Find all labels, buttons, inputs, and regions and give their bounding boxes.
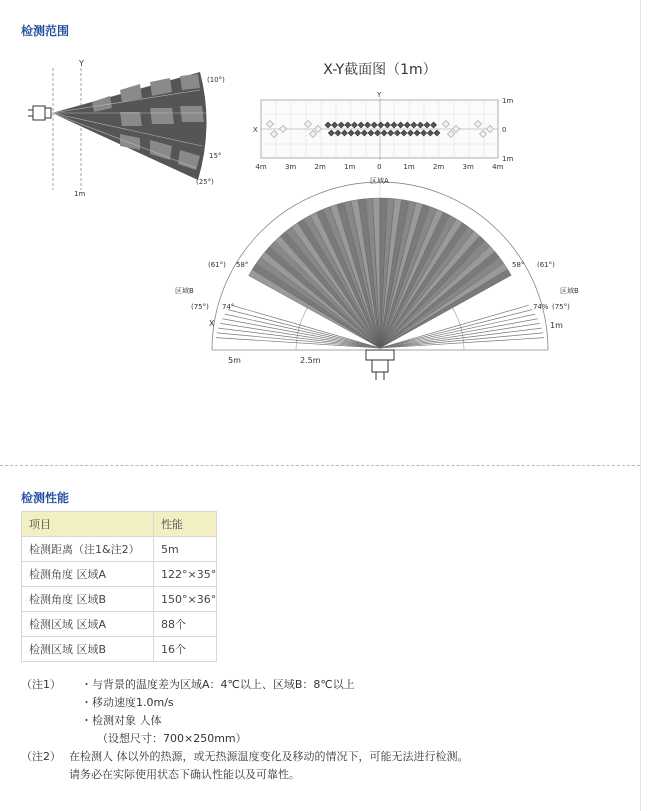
xy-tick-labels — [255, 163, 503, 171]
table-cell: 检测区域 区域B — [22, 637, 154, 662]
table-cell: 122°×35° — [154, 562, 217, 587]
xy-view — [253, 61, 513, 171]
xy-title: X-Y截面图（1m） — [323, 62, 437, 78]
fan-angle-58-left: 58° — [236, 261, 249, 269]
xy-tick-label: 2m — [314, 163, 326, 171]
fan-dist-5m: 5m — [228, 356, 241, 365]
fan-angle-74-right: 74% — [533, 303, 549, 311]
note-2-body — [69, 748, 469, 784]
table-cell: 检测角度 区域A — [22, 562, 154, 587]
xy-x-label: X — [253, 126, 258, 134]
sensor-body-fan — [366, 350, 394, 360]
section-title-range: 检测范围 — [21, 24, 70, 38]
detection-range-diagram — [0, 50, 640, 410]
section-divider — [0, 465, 640, 466]
side-view — [28, 59, 225, 198]
fan-zone-a: 区域A — [370, 177, 389, 185]
performance-table — [21, 511, 217, 662]
fan-angle-58-right: 58° — [512, 261, 525, 269]
note-1-line: ・移动速度1.0m/s — [81, 696, 174, 709]
fan-angle-75-left: (75°) — [191, 303, 209, 311]
fan-angle-74-left: 74° — [222, 303, 235, 311]
table-row — [22, 562, 217, 587]
fan-zone-b-right: 区域B — [560, 287, 579, 295]
fan-view — [175, 176, 579, 380]
fan-beams — [216, 198, 544, 348]
xy-tick-label: 1m — [344, 163, 356, 171]
table-cell: 检测距离（注1&注2） — [22, 537, 154, 562]
section-title-performance: 检测性能 — [21, 491, 70, 505]
side-dist-label: 1m — [74, 190, 86, 198]
xy-tick-label: 4m — [492, 163, 504, 171]
xy-right-top: 1m — [502, 97, 514, 105]
table-cell: 5m — [154, 537, 217, 562]
notes-section — [21, 676, 469, 784]
fan-angle-61-left: (61°) — [208, 261, 226, 269]
xy-right-bottom: 1m — [502, 155, 514, 163]
table-header-performance: 性能 — [154, 512, 217, 537]
xy-tick-label: 0 — [377, 163, 382, 171]
note-2-line: 请务必在实际使用状态下确认性能以及可靠性。 — [69, 768, 300, 781]
fan-dist-1m: 1m — [550, 321, 563, 330]
table-cell: 检测角度 区域B — [22, 587, 154, 612]
xy-tick-label: 3m — [284, 163, 297, 171]
note-1-body — [69, 676, 469, 748]
table-header-row — [22, 512, 217, 537]
note-1-sub: （设想尺寸：700×250mm） — [97, 732, 247, 745]
xy-tick-label: 2m — [432, 163, 445, 171]
xy-tick-label: 4m — [255, 163, 267, 171]
table-row — [22, 612, 217, 637]
xy-right-mid: 0 — [502, 126, 507, 134]
side-angle-bottom: (25°) — [196, 178, 214, 186]
table-row — [22, 537, 217, 562]
fan-dist-2-5m: 2.5m — [300, 356, 321, 365]
fan-zone-b-left: 区域B — [175, 287, 194, 295]
range-diagram-svg — [0, 50, 640, 410]
table-row — [22, 637, 217, 662]
xy-tick-label: 1m — [403, 163, 415, 171]
side-y-label: Y — [79, 59, 84, 68]
side-angle-mid: 15° — [209, 152, 222, 160]
sensor-body-side — [33, 106, 45, 120]
side-angle-top: (10°) — [207, 76, 225, 84]
table-header-item: 项目 — [22, 512, 154, 537]
note-1-line: ・与背景的温度差为区域A：4℃以上、区域B：8℃以上 — [81, 678, 355, 691]
table-cell: 150°×36° — [154, 587, 217, 612]
note-2-label: （注2） — [21, 750, 61, 763]
table-cell: 检测区域 区域A — [22, 612, 154, 637]
xy-y-label: Y — [377, 91, 382, 99]
note-2-line: 在检测人 体以外的热源，或无热源温度变化及移动的情况下，可能无法进行检测。 — [69, 750, 469, 763]
note-1-line: ・检测对象 人体 — [81, 714, 162, 727]
sensor-lens-side — [45, 108, 51, 118]
fan-x-label: X — [209, 319, 215, 328]
table-cell: 88个 — [154, 612, 217, 637]
note-1 — [21, 676, 469, 748]
sensor-base-fan — [372, 360, 388, 372]
note-1-label: （注1） — [21, 678, 61, 691]
note-2 — [21, 748, 469, 784]
fan-angle-75-right: (75°) — [552, 303, 570, 311]
table-row — [22, 587, 217, 612]
table-cell: 16个 — [154, 637, 217, 662]
xy-tick-label: 3m — [462, 163, 474, 171]
fan-angle-61-right: (61°) — [537, 261, 555, 269]
